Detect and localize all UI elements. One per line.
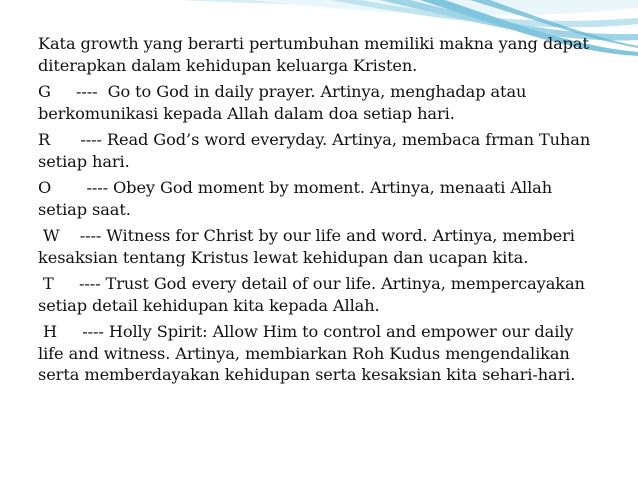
growth-item-o: O ---- Obey God moment by moment. Artinya, menaati Allah setiap saat. [38,178,558,219]
body-text [38,33,598,391]
growth-item-r: R ---- Read God’s word everyday. Artinya, membaca frman Tuhan setiap hari. [38,130,596,171]
growth-item-w: W ---- Witness for Christ by our life and word. Artinya, memberi kesaksian tentang Kristus lewat kehidupan dan ucapan kita. [38,226,580,267]
intro-paragraph: Kata growth yang berarti pertumbuhan memiliki makna yang dapat diterapkan dalam kehidupan keluarga Kristen. [38,34,594,75]
growth-item-g: G ---- Go to God in daily prayer. Artinya, menghadap atau berkomunikasi kepada Allah dalam doa setiap hari. [38,82,532,123]
growth-item-t: T ---- Trust God every detail of our life. Artinya, mempercayakan setiap detail kehidupan kita kepada Allah. [38,274,590,315]
growth-item-h: H ---- Holly Spirit: Allow Him to control and empower our daily life and witness. Artinya, membiarkan Roh Kudus mengendalikan serta memberdayakan kehidupan serta kesaksian kita sehari-hari. [38,322,579,384]
